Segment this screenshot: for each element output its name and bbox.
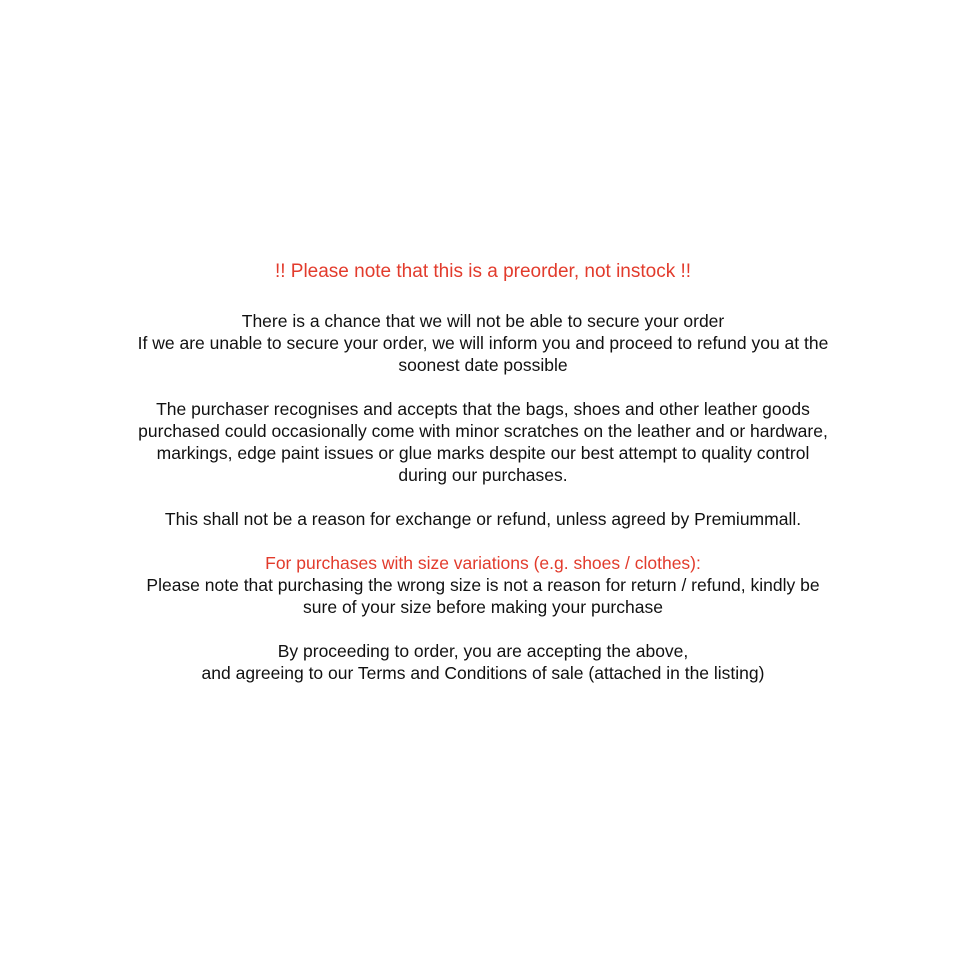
condition-line-1: The purchaser recognises and accepts that the bags, shoes and other leather goods — [156, 399, 810, 419]
secure-order-paragraph — [0, 310, 966, 376]
agreement-paragraph — [0, 640, 966, 684]
secure-order-line-1: There is a chance that we will not be able to secure your order — [241, 311, 725, 331]
size-variation-line-2: sure of your size before making your purchase — [303, 597, 663, 617]
preorder-notice — [0, 261, 966, 684]
exchange-refund-statement — [0, 508, 966, 530]
condition-paragraph — [0, 398, 966, 486]
secure-order-line-3: soonest date possible — [398, 355, 568, 375]
agreement-line-2: and agreeing to our Terms and Conditions of sale (attached in the listing) — [201, 663, 765, 683]
preorder-heading-text: !! Please note that this is a preorder, not instock !! — [274, 261, 692, 282]
secure-order-line-2: If we are unable to secure your order, we will inform you and proceed to refund you at the — [137, 333, 829, 353]
exchange-refund-line: This shall not be a reason for exchange or refund, unless agreed by Premiummall. — [164, 509, 802, 529]
condition-line-3: markings, edge paint issues or glue marks despite our best attempt to quality control — [156, 443, 810, 463]
size-variation-heading: For purchases with size variations (e.g. shoes / clothes): — [265, 553, 701, 573]
agreement-line-1: By proceeding to order, you are accepting the above, — [277, 641, 689, 661]
preorder-heading — [0, 261, 966, 283]
condition-line-2: purchased could occasionally come with minor scratches on the leather and or hardware, — [138, 421, 828, 441]
size-variation-section — [0, 552, 966, 618]
size-variation-line-1: Please note that purchasing the wrong size is not a reason for return / refund, kindly be — [146, 575, 820, 595]
condition-line-4: during our purchases. — [398, 465, 568, 485]
